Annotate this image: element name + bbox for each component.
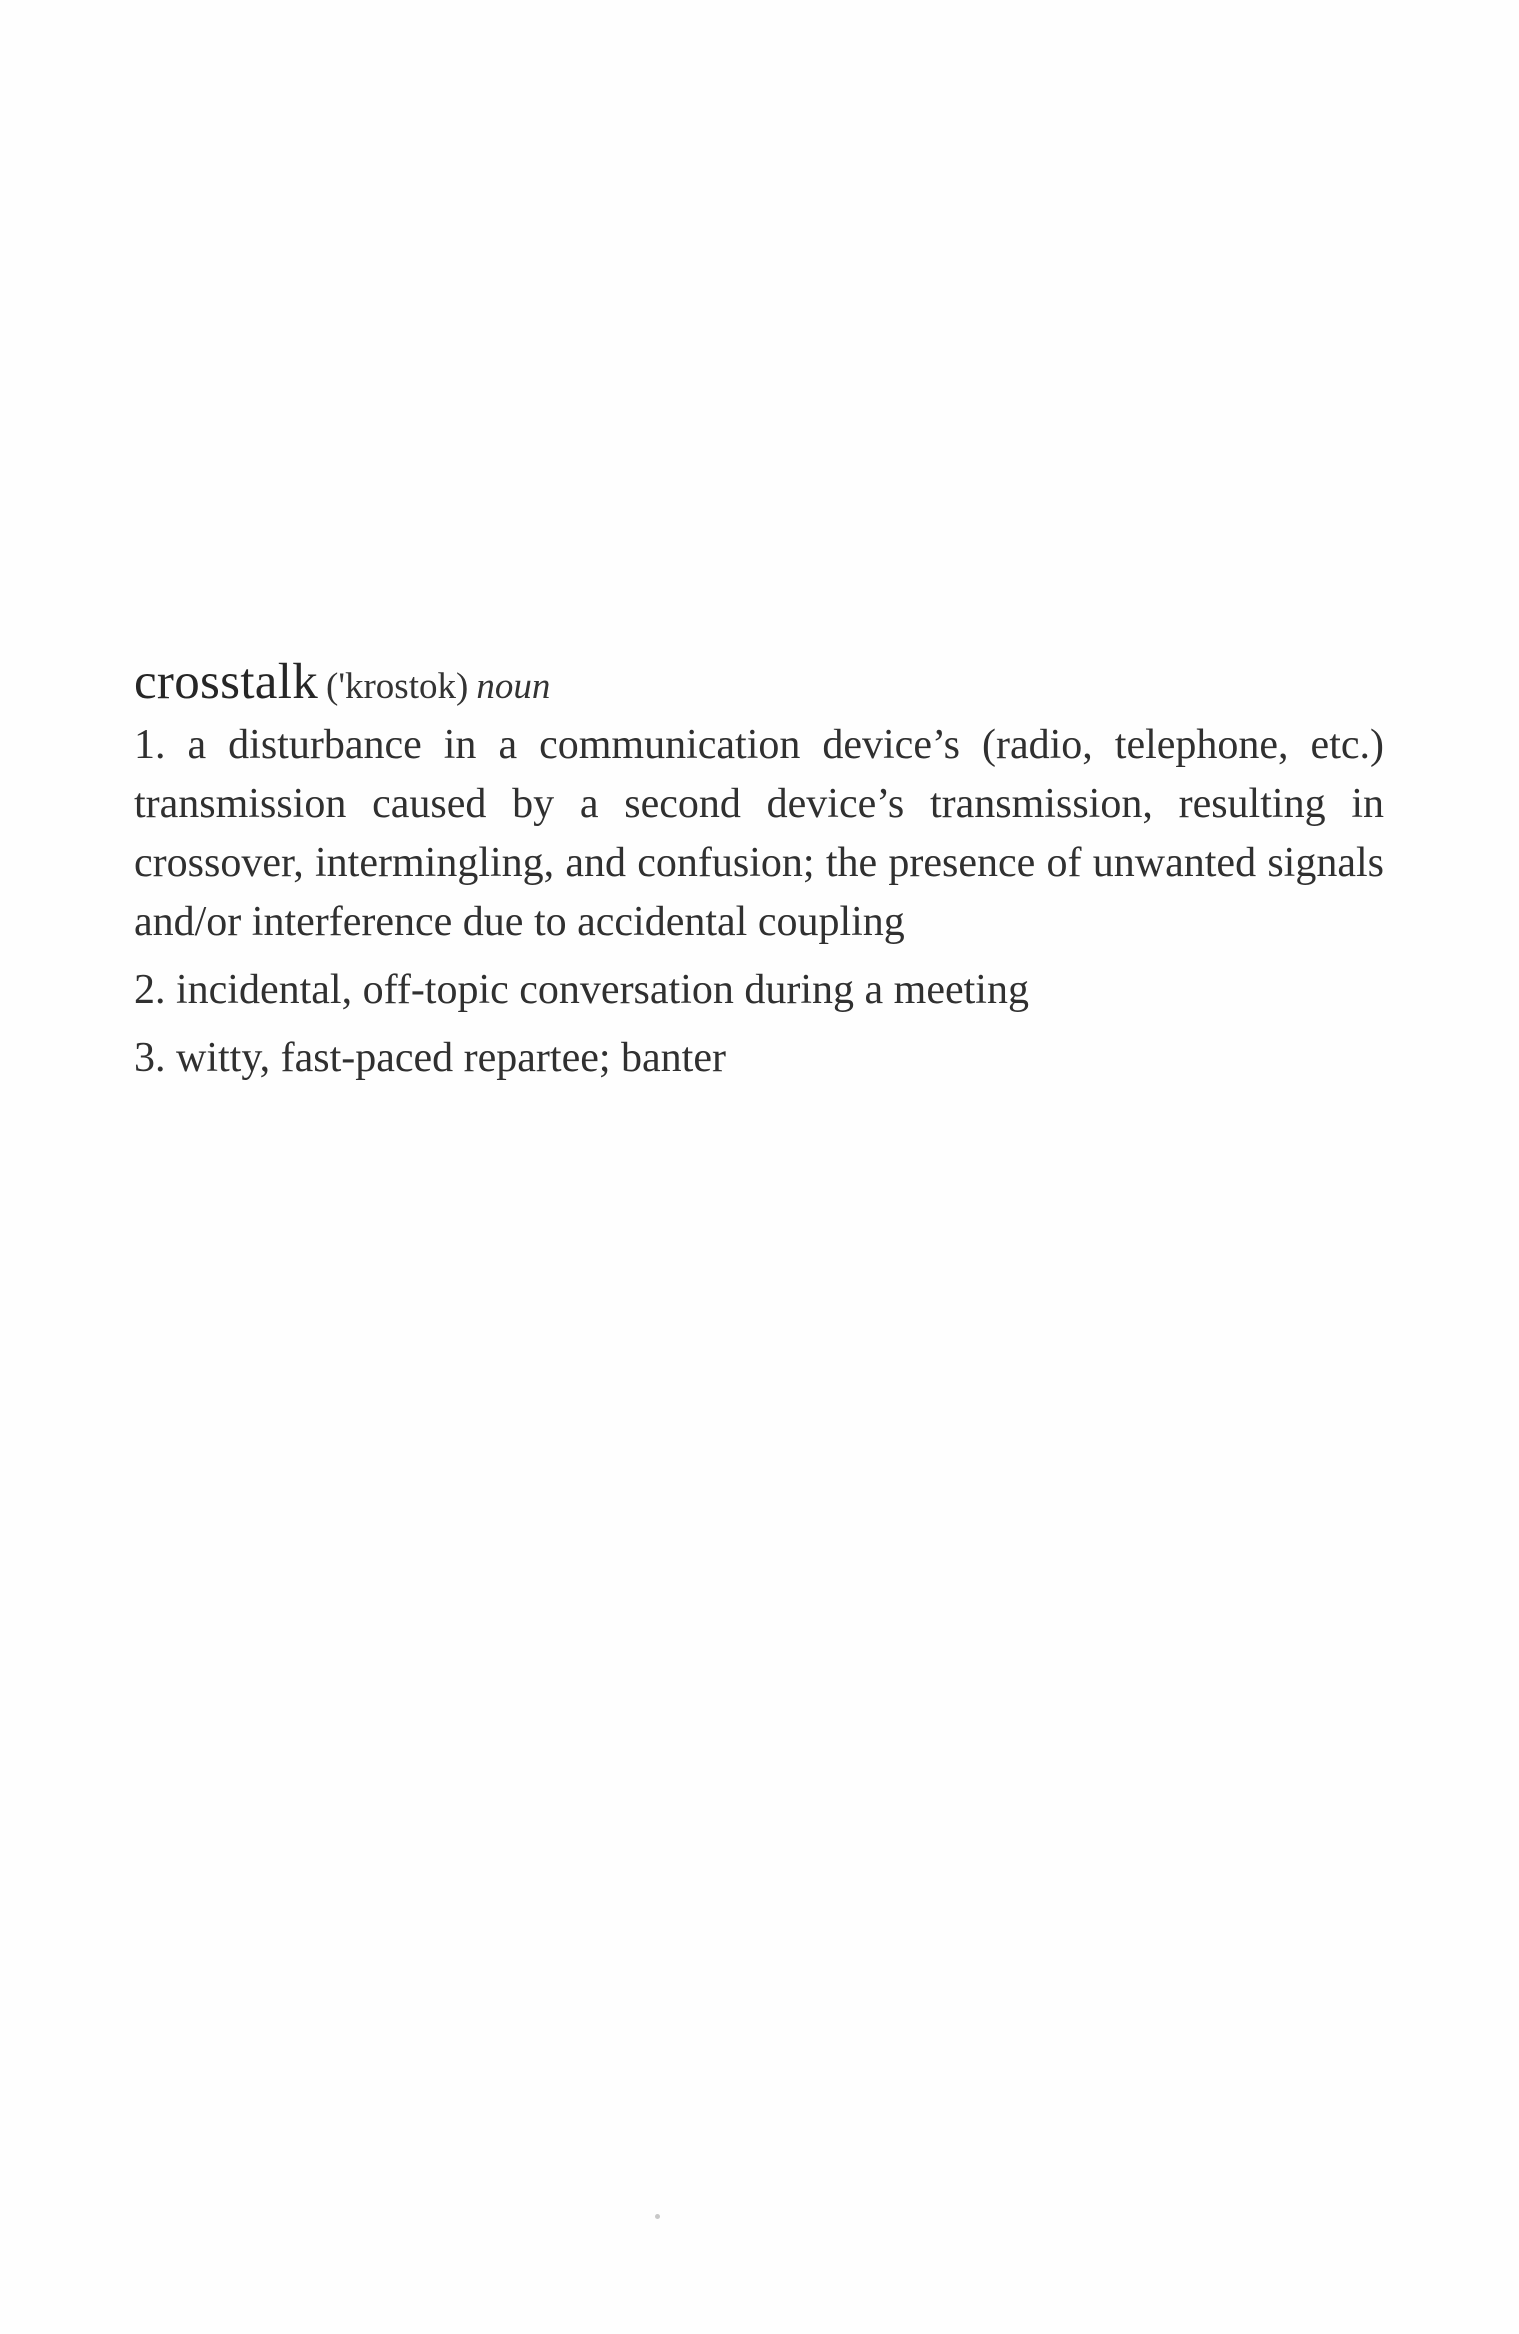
paper-speck (655, 2214, 660, 2219)
sense-number: 3. (134, 1035, 166, 1081)
part-of-speech: noun (476, 666, 551, 707)
sense-text: incidental, off-topic conversation during a meeting (176, 967, 1029, 1013)
sense-text: a disturbance in a communication device’s (radio, telephone, etc.) transmission caused by a second device’s transmission, resulting in crossover, intermingling, and confusion; the presence of unwanted signals and/or interference due to accidental coupling (134, 722, 1384, 945)
pronunciation: ('krostok) (326, 666, 469, 707)
sense-3 (134, 1029, 1384, 1088)
sense-number: 1. (134, 722, 166, 768)
sense-1 (134, 716, 1384, 952)
headword: crosstalk (134, 654, 318, 710)
sense-text: witty, fast-paced repartee; banter (176, 1035, 726, 1081)
dictionary-entry (134, 650, 1384, 1088)
entry-headline (134, 650, 1384, 714)
sense-number: 2. (134, 967, 166, 1013)
sense-2 (134, 961, 1384, 1020)
